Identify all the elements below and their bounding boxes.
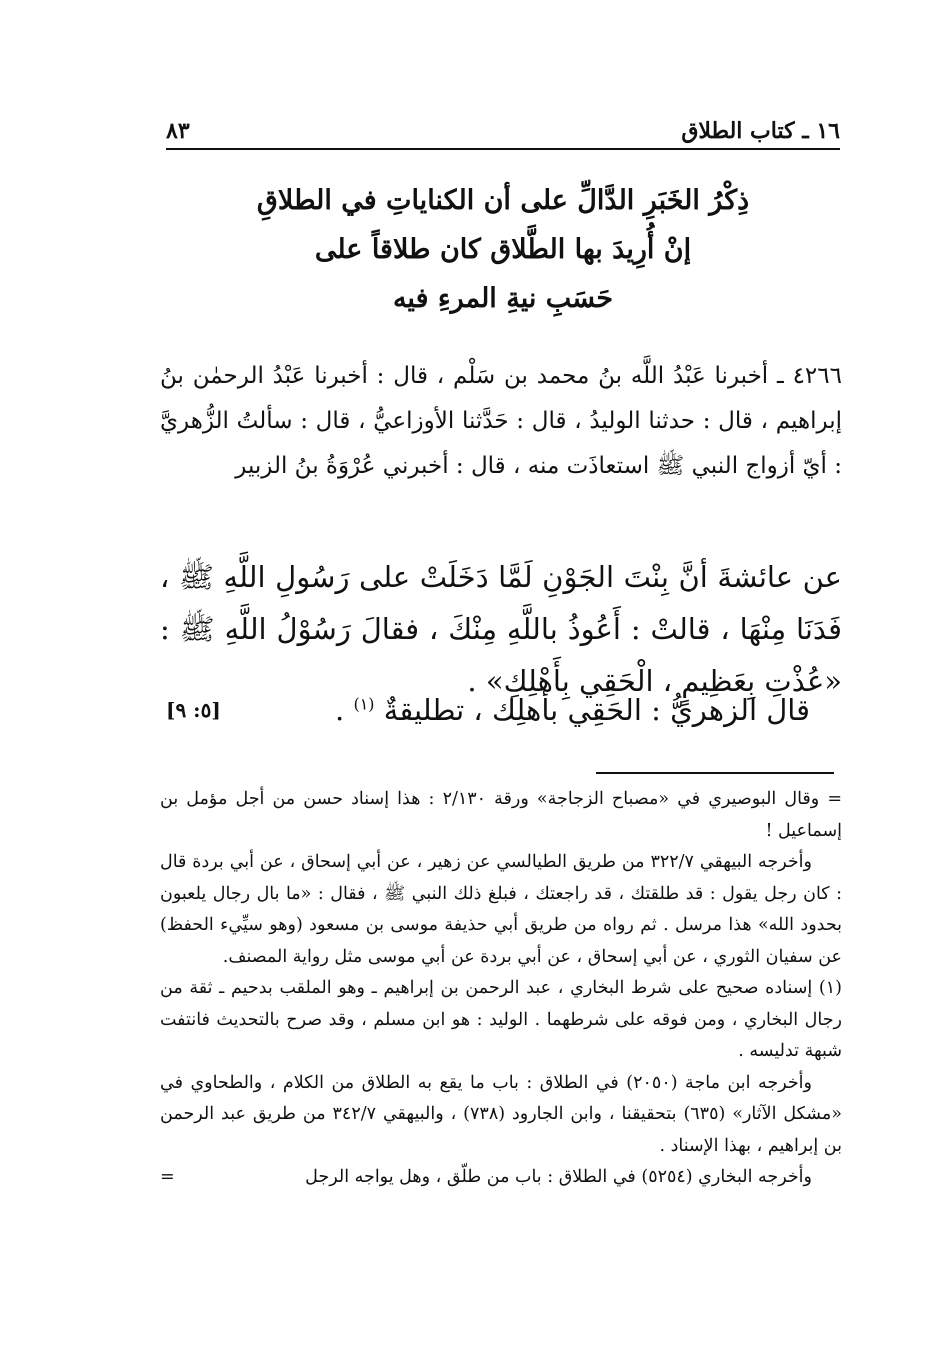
heading-line-3: حَسَبِ نيةِ المرءِ فيه: [392, 283, 614, 314]
section-heading: [166, 176, 840, 323]
footnote-continuation-1: = وقال البوصيري في «مصباح الزجاجة» ورقة ٢/١٣٠ : هذا إسناد حسن من أجل مؤمل بن إسماعيل !: [160, 789, 843, 841]
hadith-matn: عن عائشةَ أنَّ بِنْتَ الجَوْنِ لَمَّا دَخَلَتْ على رَسُولِ اللَّهِ ﷺ ، فَدَنَا مِنْهَا ، قالتْ : أَعُوذُ باللَّهِ مِنْكَ ، فقالَ رَسُوْلُ اللَّهِ ﷺ : «عُذْتِ بِعَظِيمٍ ، الْحَقِي بِأَهْلِكِ» .: [160, 560, 842, 698]
footnote-marker: (١): [353, 694, 375, 714]
footnote-continuation-2: وأخرجه البيهقي ٣٢٢/٧ من طريق الطيالسي عن زهير ، عن أبي إسحاق ، عن أبي بردة قال : كان رجل يقول : قد طلقتك ، قد راجعتك ، فبلغ ذلك النبي ﷺ ، فقال : «ما بال رجال يلعبون بحدود الله» هذا مرسل . ثم رواه من طريق أبي حذيفة موسى بن مسعود (وهو سيِّيء الحفظ) عن سفيان الثوري ، عن أبي إسحاق ، عن أبي بردة عن أبي موسى مثل رواية المصنف.: [160, 852, 842, 967]
header-rule: [166, 148, 840, 150]
heading-line-2: إنْ أُرِيدَ بها الطَّلاق كان طلاقاً على: [314, 234, 692, 265]
zuhri-text: قال الزهريُّ : الحَقِي بأهلِك ، تطليقةٌ: [383, 693, 810, 727]
footnote-1-paragraph-2: وأخرجه ابن ماجة (٢٠٥٠) في الطلاق : باب ما يقع به الطلاق من الكلام ، والطحاوي في «مشكل الآثار» (٦٣٥) بتحقيقنا ، وابن الجارود (٧٣٨) ، والبيهقي ٣٤٢/٧ من طريق عبد الرحمن بن إبراهيم ، بهذا الإسناد .: [160, 1072, 842, 1156]
footnote-1-paragraph-3: [160, 1162, 842, 1194]
footnote-1-paragraph-3-text: وأخرجه البخاري (٥٢٥٤) في الطلاق : باب من طلّق ، وهل يواجه الرجل: [305, 1167, 812, 1187]
chapter-title: ١٦ ـ كتاب الطلاق: [681, 118, 840, 144]
zuhri-comment-row: [166, 684, 840, 736]
footnote-1-paragraph-1: (١) إسناده صحيح على شرط البخاري ، عبد الرحمن بن إبراهيم ـ وهو الملقب بدحيم ـ ثقة من رجال البخاري ، ومن فوقه على شرطهما . الوليد : هو ابن مسلم ، وقد صرح بالتحديث فانتفت شبهة تدليسه .: [160, 978, 842, 1061]
footnote-separator: [596, 772, 834, 774]
hadith-isnad: ٤٢٦٦ ـ أخبرنا عَبْدُ اللَّه بنُ محمد بن سَلْم ، قال : أخبرنا عَبْدُ الرحمٰن بنُ إبراهيم ، قال : حدثنا الوليدُ ، قال : حَدَّثنا الأوزاعيُّ ، قال : سألتُ الزُّهريَّ : أيّ أزواج النبي ﷺ استعاذَت منه ، قال : أخبرني عُرْوَةُ بنُ الزبير: [160, 363, 842, 479]
hadith-reference: [٥: ٩]: [166, 698, 221, 722]
continuation-mark: =: [160, 1167, 175, 1187]
zuhri-comment: [335, 693, 840, 727]
page-number: ٨٣: [166, 118, 190, 144]
footnotes: [160, 784, 842, 1194]
zuhri-end: .: [335, 693, 354, 727]
page-header: [166, 108, 840, 144]
heading-line-1: ذِكْرُ الخَبَرِ الدَّالِّ على أن الكناياتِ في الطلاقِ: [256, 185, 750, 216]
